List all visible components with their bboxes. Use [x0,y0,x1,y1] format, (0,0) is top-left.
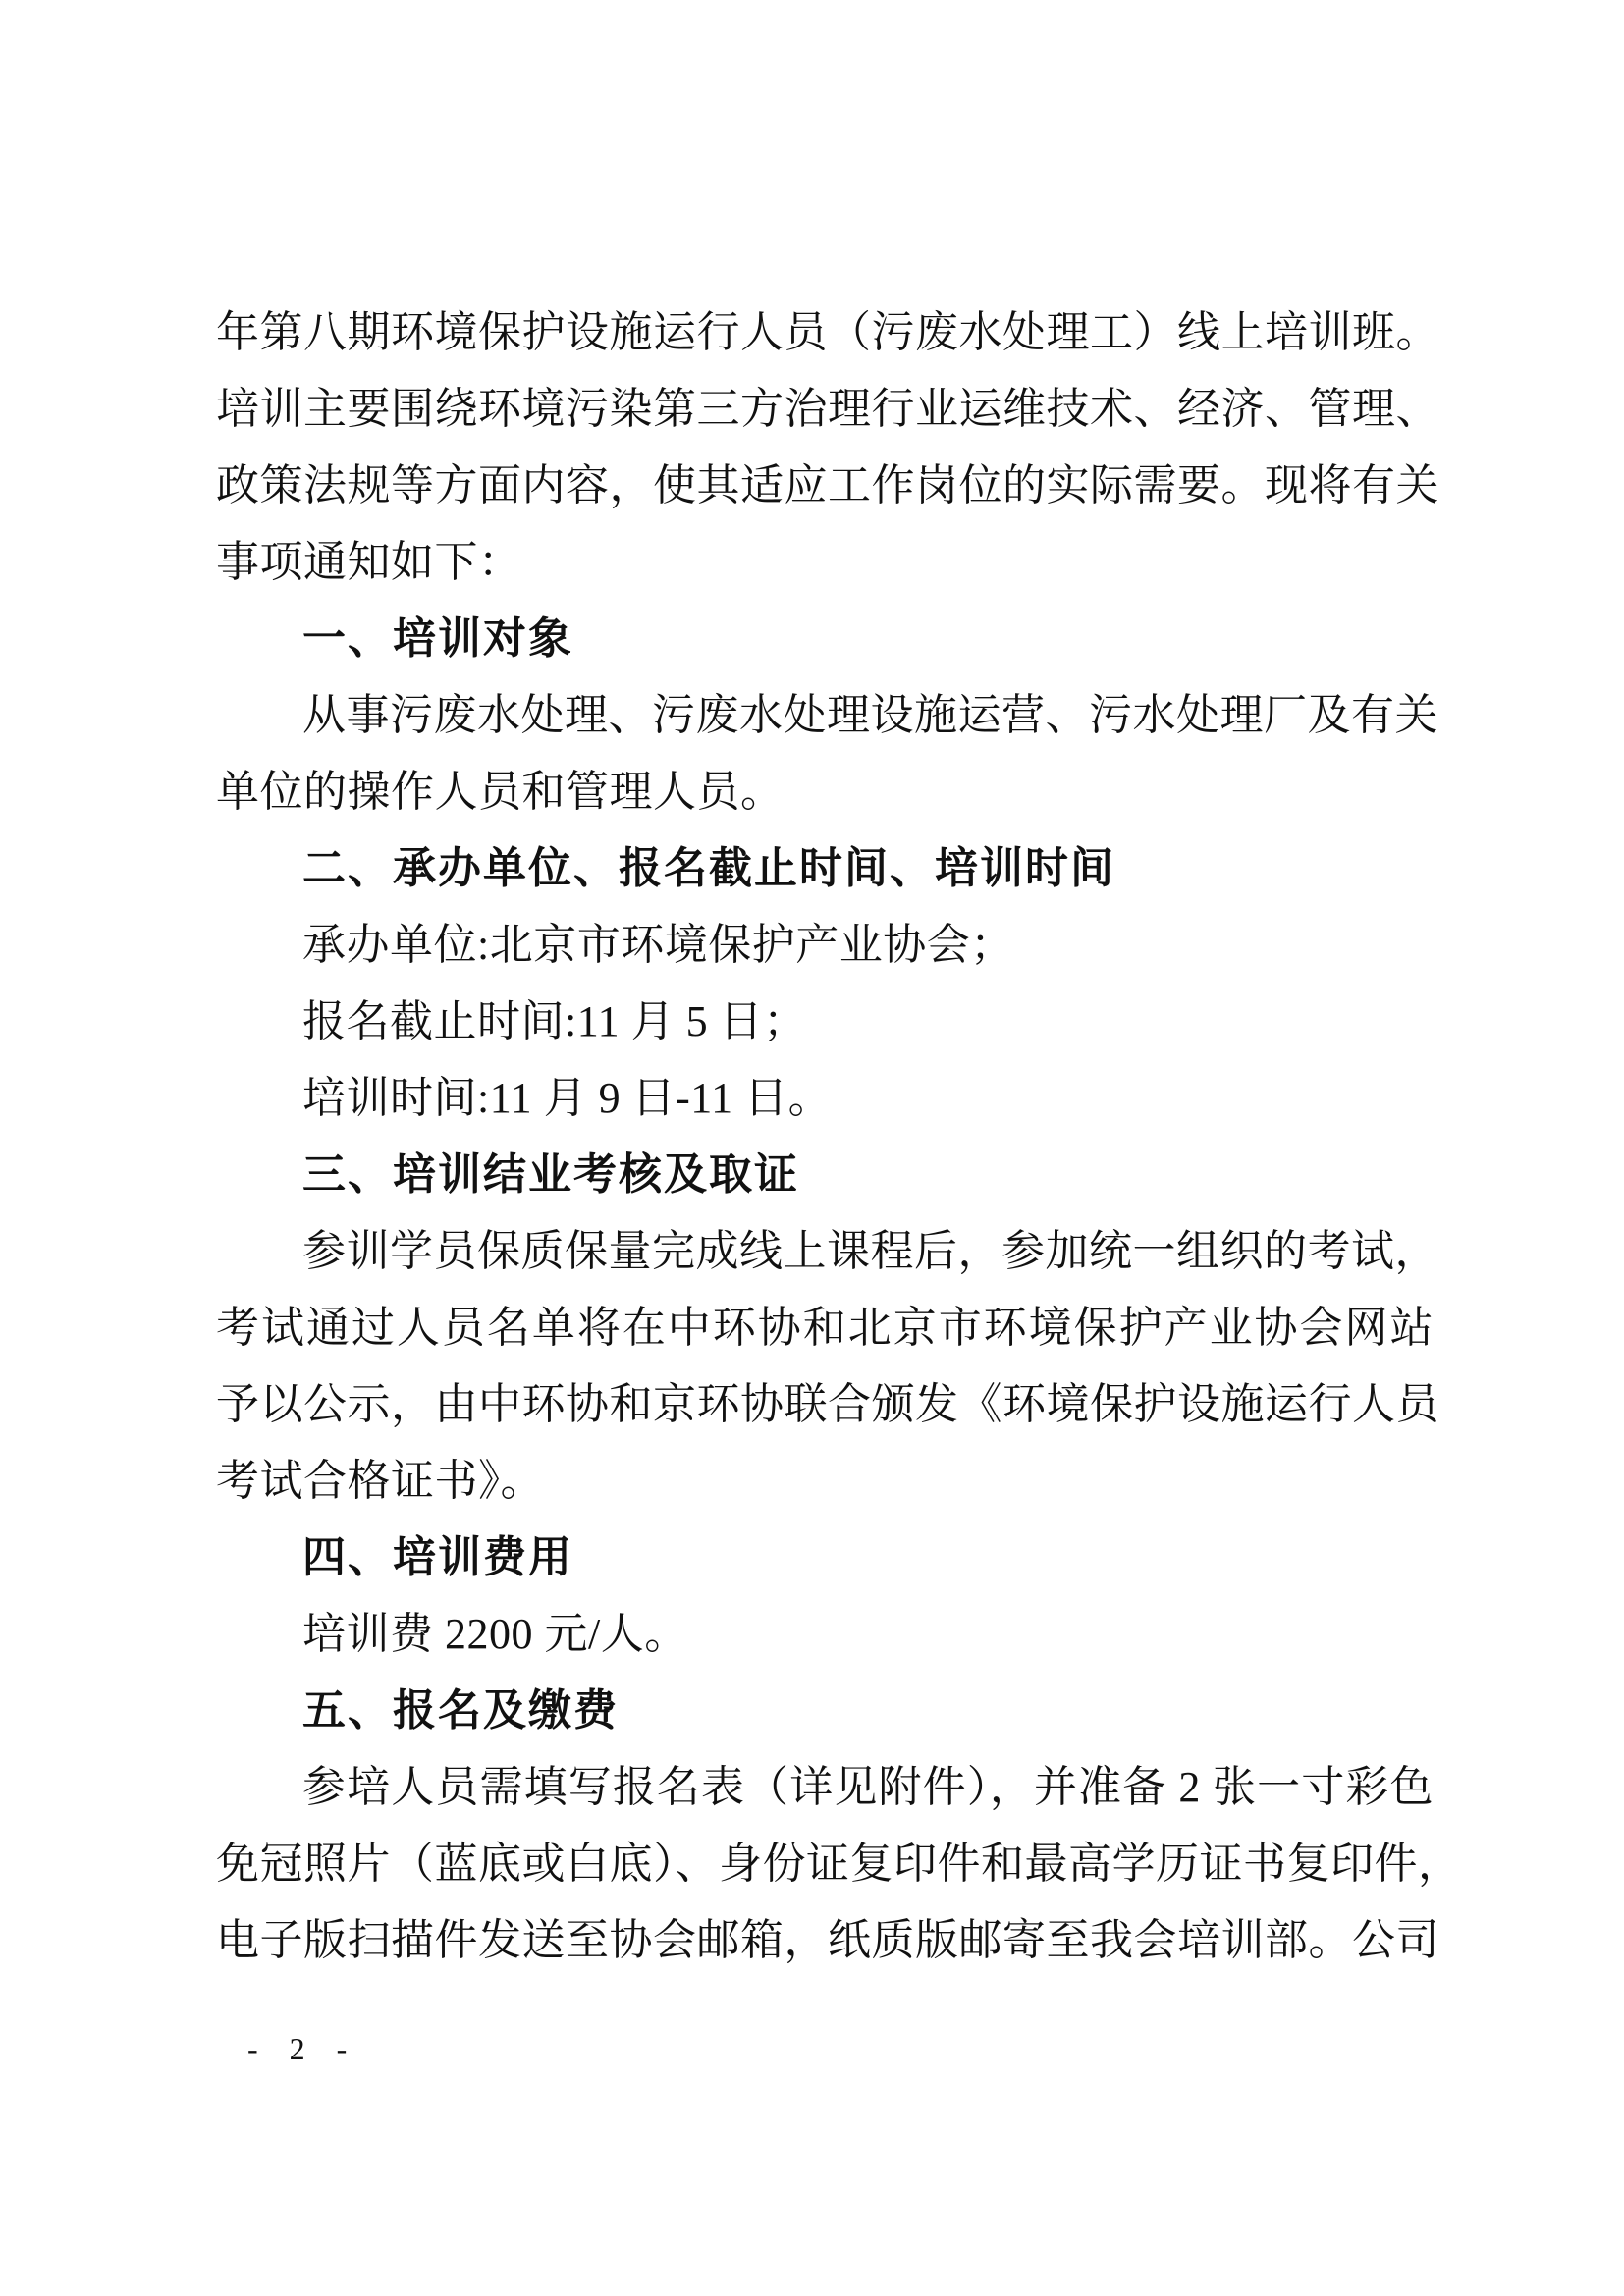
paragraph-line: 政策法规等方面内容，使其适应工作岗位的实际需要。现将有关 [216,461,1439,509]
paragraph-line: 培训主要围绕环境污染第三方治理行业运维技术、经济、管理、 [216,385,1439,433]
paragraph-line: 参训学员保质保量完成线上课程后，参加统一组织的考试， [302,1227,1438,1275]
registration-deadline-line: 报名截止时间:11 月 5 日； [302,997,807,1045]
section-heading-3: 三、培训结业考核及取证 [302,1150,799,1199]
training-fee-line: 培训费 2200 元/人。 [302,1610,688,1658]
paragraph-line: 免冠照片（蓝底或白底）、身份证复印件和最高学历证书复印件， [216,1840,1462,1888]
training-time-line: 培训时间:11 月 9 日-11 日。 [302,1074,833,1122]
paragraph-line: 从事污废水处理、污废水处理设施运营、污水处理厂及有关 [302,691,1438,739]
document-body [216,294,1462,1979]
paragraph-line: 年第八期环境保护设施运行人员（污废水处理工）线上培训班。 [216,308,1439,356]
section-heading-1: 一、培训对象 [302,614,573,663]
section-heading-4: 四、培训费用 [302,1533,573,1581]
section-heading-5: 五、报名及缴费 [302,1686,619,1735]
paragraph-line: 事项通知如下： [216,538,522,586]
paragraph-line: 参培人员需填写报名表（详见附件），并准备 2 张一寸彩色 [302,1763,1434,1811]
paragraph-line: 考试通过人员名单将在中环协和北京市环境保护产业协会网站 [216,1304,1434,1352]
page-number: - 2 - [247,2031,359,2066]
paragraph-line: 予以公示，由中环协和京环协联合颁发《环境保护设施运行人员 [216,1380,1439,1428]
section-heading-2: 二、承办单位、报名截止时间、培训时间 [302,844,1115,892]
organizer-line: 承办单位:北京市环境保护产业协会； [302,921,1014,969]
paragraph-line: 考试合格证书》。 [216,1457,544,1505]
paragraph-line: 单位的操作人员和管理人员。 [216,768,785,816]
paragraph-line: 电子版扫描件发送至协会邮箱，纸质版邮寄至我会培训部。公司 [216,1916,1439,1964]
